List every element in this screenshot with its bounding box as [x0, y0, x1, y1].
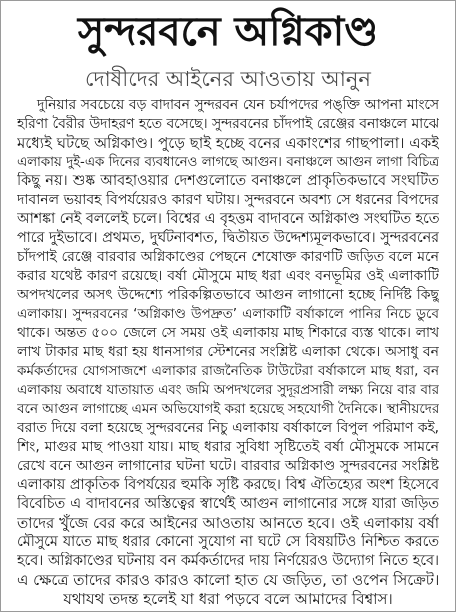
body-line: রেখে বনে আগুন লাগানোর ঘটনা ঘটে। বারবার অগ্নিকাণ্ড সুন্দরবনের সংশ্লিষ্ট [17, 458, 439, 474]
body-line: করার যথেষ্ট কারণ রয়েছে। বর্ষা মৌসুমে মাছ ধরা এবং বনভূমির ওই এলাকাটি [17, 268, 439, 284]
body-line: মৌসুমে যাতে মাছ ধরার কোনো সুযোগ না ঘটে সে বিষয়টিও নিশ্চিত করতে [17, 534, 439, 550]
headline: সুন্দরবনে অগ্নিকাণ্ড [77, 9, 379, 55]
body-line: দাবানল ভয়াবহ বিপর্যয়েরও কারণ ঘটায়। সুন্দরবনে অবশ্য সে ধরনের বিপদের [17, 192, 439, 208]
body-line: অপদখলের অসৎ উদ্দেশ্যে পরিকল্পিতভাবে আগুন লাগানো হচ্ছে নির্দিষ্ট কিছু [17, 287, 439, 303]
body-line: পারে দুইভাবে। প্রথমত, দুর্ঘটনাবশত, দ্বিতীয়ত উদ্দেশ্যমূলকভাবে। সুন্দরবনের [17, 230, 439, 246]
body-line: হরিণা বৈরীর উদাহরণ হতে বসেছে। সুন্দরবনের চাঁদপাই রেঞ্জের বনাঞ্চলে মাঝে [17, 116, 439, 132]
body-line: মধ্যেই ঘটছে অগ্নিকাণ্ড। পুড়ে ছাই হচ্ছে বনের একাংশের গাছপালা। একই [17, 134, 439, 152]
body-line: বিবেচিত এ বাদাবনের অস্তিত্বের স্বার্থেই আগুন লাগানোর সঙ্গে যারা জড়িত [17, 496, 439, 512]
body-line: এলাকায় প্রাকৃতিক বিপর্যয়ের হুমকি সৃষ্টি করছে। বিশ্ব ঐতিহ্যের অংশ হিসেবে [17, 477, 439, 493]
body-line: বনে আগুন লাগাচ্ছে এমন অভিযোগই করা হয়েছে সহযোগী দৈনিকে। স্থানীয়দের [17, 401, 439, 417]
body-line: তাদের খুঁজে বের করে আইনের আওতায় আনতে হবে। ওই এলাকায় বর্ষা [17, 515, 439, 532]
body-line: চাঁদপাই রেঞ্জে বারবার অগ্নিকাণ্ডের পেছনে শেষোক্ত কারণটি জড়িত বলে মনে [17, 249, 439, 265]
body-line: এলাকায়। সুন্দরবনের ‘অগ্নিকাণ্ড উপদ্রুত’ এলাকাটি বর্ষাকালে পানির নিচে ডুবে [17, 306, 439, 322]
body-line: লাখ টাকার মাছ ধরা হয় ধানসাগর স্টেশনের সংশ্লিষ্ট এলাকা থেকে। অসাধু বন [17, 344, 439, 360]
article-body [17, 96, 439, 609]
body-line: এলাকায় অবাধে যাতায়াত এবং জমি অপদখলের সুদূরপ্রসারী লক্ষ্য নিয়ে বার বার [17, 383, 439, 398]
body-line: হবে। অগ্নিকাণ্ডের ঘটনায় বন কর্মকর্তাদের দায় নির্ণয়েরও উদ্যোগ নিতে হবে। [17, 553, 439, 569]
body-line: শিং, মাগুর মাছ পাওয়া যায়। মাছ ধরার সুবিধা সৃষ্টিতেই বর্ষা মৌসুমকে সামনে [17, 439, 439, 455]
body-line: কিছু নয়। শুষ্ক আবহাওয়ার দেশগুলোতে বনাঞ্চলে প্রাকৃতিকভাবে সংঘটিত [17, 173, 439, 189]
body-line: থাকে। অন্তত ৫০০ জেলে সে সময় ওই এলাকায় মাছ শিকারে ব্যস্ত থাকে। লাখ [17, 325, 439, 341]
body-line: এলাকায় দুই-এক দিনের ব্যবধানেও লাগছে আগুন। বনাঞ্চলে আগুন লাগা বিচিত্র [17, 155, 439, 170]
body-line: বরাত দিয়ে বলা হয়েছে সুন্দরবনের নিচু এলাকায় বর্ষাকালে বিপুল পরিমাণ কই, [17, 420, 439, 436]
body-line: আশঙ্কা নেই বললেই চলে। বিশ্বের এ বৃহত্তম বাদাবনে অগ্নিকাণ্ড সংঘটিত হতে [17, 211, 439, 227]
body-line: দুনিয়ার সবচেয়ে বড় বাদাবন সুন্দরবন যেন চর্যাপদের পঙ্‌ক্তি আপনা মাংসে [37, 97, 439, 113]
subheadline: দোষীদের আইনের আওতায় আনুন [85, 67, 371, 91]
body-line: কর্মকর্তাদের যোগসাজশে এলাকার রাজনৈতিক টাউটেরা বর্ষাকালে মাছ ধরা, বন [17, 363, 439, 379]
body-line-closing: যথাযথ তদন্ত হলেই যা ধরা পড়বে বলে আমাদের বিশ্বাস। [63, 590, 393, 608]
body-line: এ ক্ষেত্রে তাদের কারও কারও কালো হাত যে জড়িত, তা ওপেন সিক্রেট। [17, 571, 439, 589]
